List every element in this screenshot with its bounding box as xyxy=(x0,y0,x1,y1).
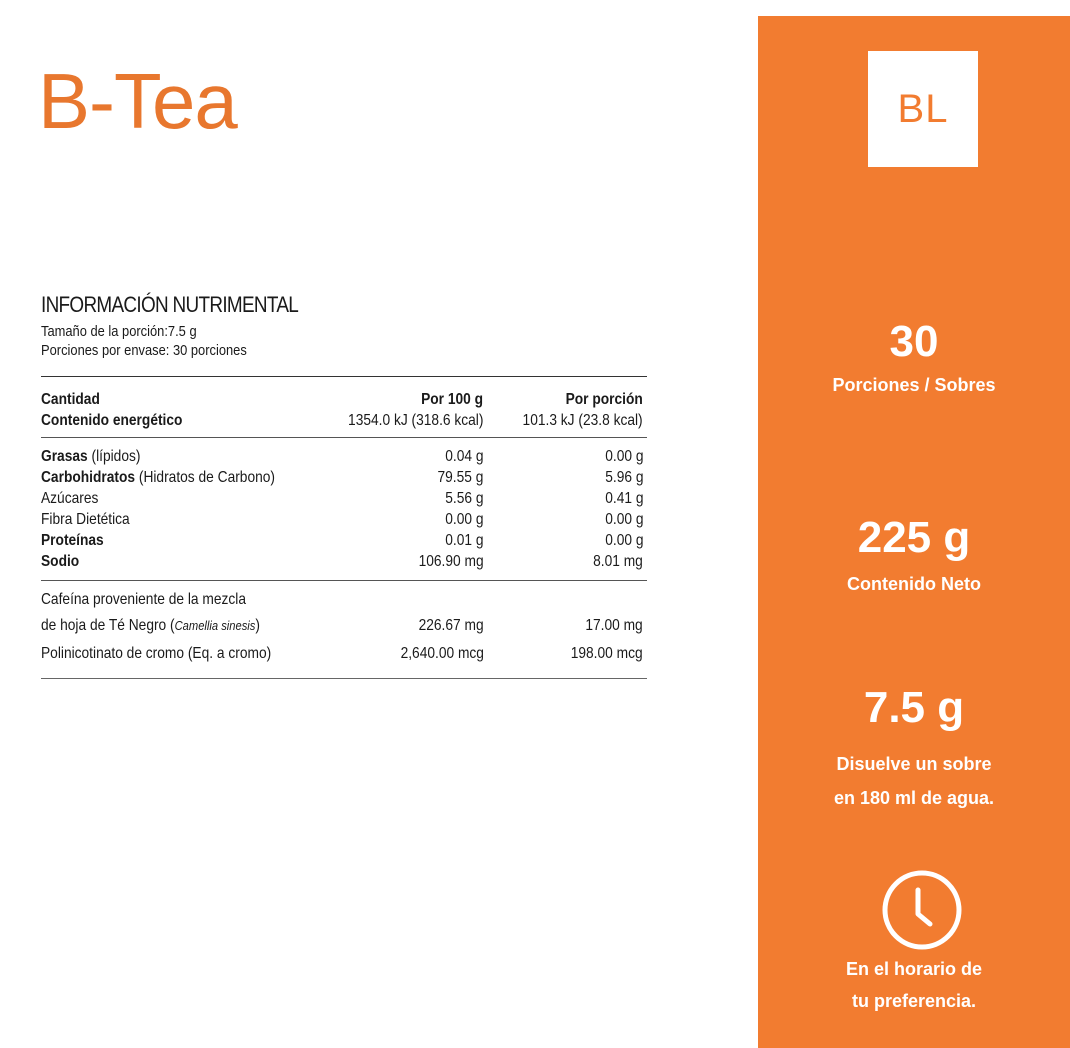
info-sidebar xyxy=(758,16,1070,1048)
row-label-bold: Carbohidratos xyxy=(41,469,136,486)
energy-label: Contenido energético xyxy=(41,412,183,429)
servings-label: Porciones / Sobres xyxy=(832,375,996,395)
energy-per100: 1354.0 kJ (318.6 kcal) xyxy=(348,412,484,429)
product-title: B-Tea xyxy=(38,57,237,145)
caffeine-label-close: ) xyxy=(255,617,260,634)
table-row xyxy=(41,530,647,551)
row-perserving: 0.00 g xyxy=(604,532,643,549)
row-perserving: 0.00 g xyxy=(604,448,643,465)
row-per100: 106.90 mg xyxy=(418,553,484,570)
chromium-perserving: 198.00 mcg xyxy=(571,645,643,662)
row-per100: 0.01 g xyxy=(445,532,484,549)
row-label: Azúcares xyxy=(41,490,99,507)
row-label-bold: Sodio xyxy=(41,553,80,570)
serving-size: Tamaño de la porción:7.5 g xyxy=(41,323,197,340)
chromium-label: Polinicotinato de cromo (Eq. a cromo) xyxy=(41,645,272,662)
nutrition-table xyxy=(41,376,647,679)
dose-label-line2: en 180 ml de agua. xyxy=(833,788,995,808)
row-perserving: 5.96 g xyxy=(604,469,643,486)
dose-label-line1: Disuelve un sobre xyxy=(836,754,992,774)
caffeine-label-line2: de hoja de Té Negro ( xyxy=(41,617,175,634)
row-per100: 5.56 g xyxy=(445,490,484,507)
table-row xyxy=(41,467,647,488)
row-per100: 0.04 g xyxy=(445,448,484,465)
table-row xyxy=(41,438,647,468)
net-content-label: Contenido Neto xyxy=(847,574,981,594)
energy-row xyxy=(41,410,647,438)
chromium-per100: 2,640.00 mcg xyxy=(400,645,484,662)
servings-value: 30 xyxy=(889,317,939,366)
nutrition-heading: INFORMACIÓN NUTRIMENTAL xyxy=(41,292,299,317)
clock-icon xyxy=(880,868,964,952)
caffeine-per100: 226.67 mg xyxy=(418,617,484,634)
time-label-line2: tu preferencia. xyxy=(851,991,977,1011)
row-label-bold: Grasas xyxy=(41,448,88,465)
header-perserving: Por porción xyxy=(565,391,643,408)
row-perserving: 8.01 mg xyxy=(593,553,643,570)
header-per100: Por 100 g xyxy=(421,391,484,408)
time-label-line1: En el horario de xyxy=(845,959,983,979)
row-perserving: 0.41 g xyxy=(604,490,643,507)
dose-value: 7.5 g xyxy=(863,683,965,732)
chromium-row xyxy=(41,636,647,679)
row-label: Fibra Dietética xyxy=(41,511,130,528)
caffeine-row-1 xyxy=(41,581,647,611)
table-row xyxy=(41,488,647,509)
header-quantity: Cantidad xyxy=(41,391,100,408)
caffeine-row-2 xyxy=(41,610,647,636)
species-name: Camellia sinesis xyxy=(174,618,256,633)
row-label: (Hidratos de Carbono) xyxy=(135,469,276,486)
brand-logo-text: BL xyxy=(897,86,949,131)
nutrition-facts xyxy=(41,292,649,679)
table-header-row xyxy=(41,377,647,411)
energy-perserving: 101.3 kJ (23.8 kcal) xyxy=(522,412,643,429)
net-content-value: 225 g xyxy=(857,513,971,562)
caffeine-perserving: 17.00 mg xyxy=(585,617,643,634)
row-label: (lípidos) xyxy=(87,448,141,465)
row-per100: 0.00 g xyxy=(445,511,484,528)
servings-per-container: Porciones por envase: 30 porciones xyxy=(41,342,247,359)
table-row xyxy=(41,551,647,581)
table-row xyxy=(41,509,647,530)
row-label-bold: Proteínas xyxy=(41,532,104,549)
caffeine-label-line1: Cafeína proveniente de la mezcla xyxy=(41,591,247,608)
brand-logo xyxy=(868,51,978,167)
row-per100: 79.55 g xyxy=(437,469,484,486)
row-perserving: 0.00 g xyxy=(604,511,643,528)
